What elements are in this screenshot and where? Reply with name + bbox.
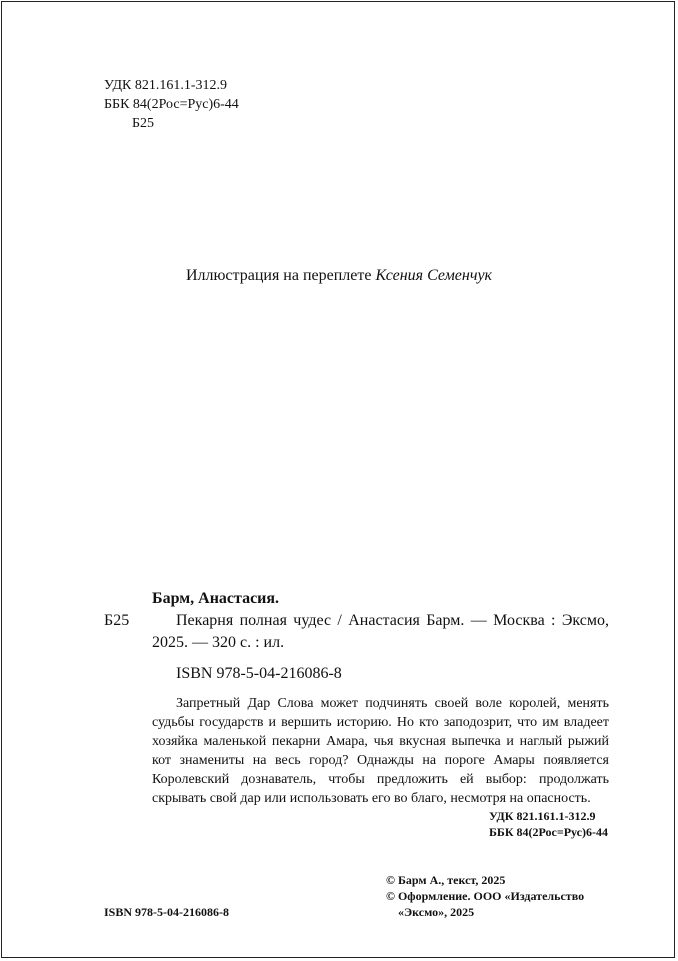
- entry-author: Барм, Анастасия.: [152, 590, 280, 607]
- udk-code: УДК 821.161.1-312.9: [104, 78, 228, 93]
- copyright-block: [386, 872, 616, 920]
- entry-cipher: Б25: [104, 612, 130, 629]
- bib-description: Пекарня полная чудес / Анастасия Барм. — Москва : Эксмо, 2025. — 320 с. : ил.: [152, 612, 609, 651]
- author-cipher: Б25: [132, 116, 155, 131]
- illustration-label: Иллюстрация на переплете: [185, 267, 372, 284]
- isbn-bottom: ISBN 978-5-04-216086-8: [104, 905, 229, 919]
- bbk-code: ББК 84(2Рос=Рус)6-44: [104, 97, 239, 112]
- copyright-design-cont: «Эксмо», 2025: [398, 905, 475, 919]
- copyright-text: © Барм А., текст, 2025: [386, 873, 506, 887]
- copyright-design: © Оформление. ООО «Издательство: [386, 889, 585, 903]
- book-annotation: Запретный Дар Слова может подчинять своей воле королей, менять судьбы государств и вершить историю. Но кто заподозрит, что им владеет хозяйка маленькой пекарни Амара, чья вкусная выпечка и наглый рыжий кот знамениты на весь город? Однажды на пороге Амары появляется Королевский дознаватель, чтобы предложить ей выбор: продолжать скрывать свой дар или использовать его во благо, несмотря на опасность.: [152, 696, 609, 806]
- illustration-credit: [0, 266, 678, 286]
- bibliographic-entry: [104, 588, 609, 808]
- catalog-codes-top: [104, 76, 239, 133]
- bbk-code-bottom: ББК 84(2Рос=Рус)6-44: [488, 825, 608, 839]
- catalog-codes-bottom: [489, 808, 608, 840]
- udk-code-bottom: УДК 821.161.1-312.9: [488, 809, 596, 823]
- entry-isbn: ISBN 978-5-04-216086-8: [176, 665, 342, 682]
- illustration-artist: Ксения Семенчук: [375, 267, 493, 284]
- bib-row: [104, 610, 609, 654]
